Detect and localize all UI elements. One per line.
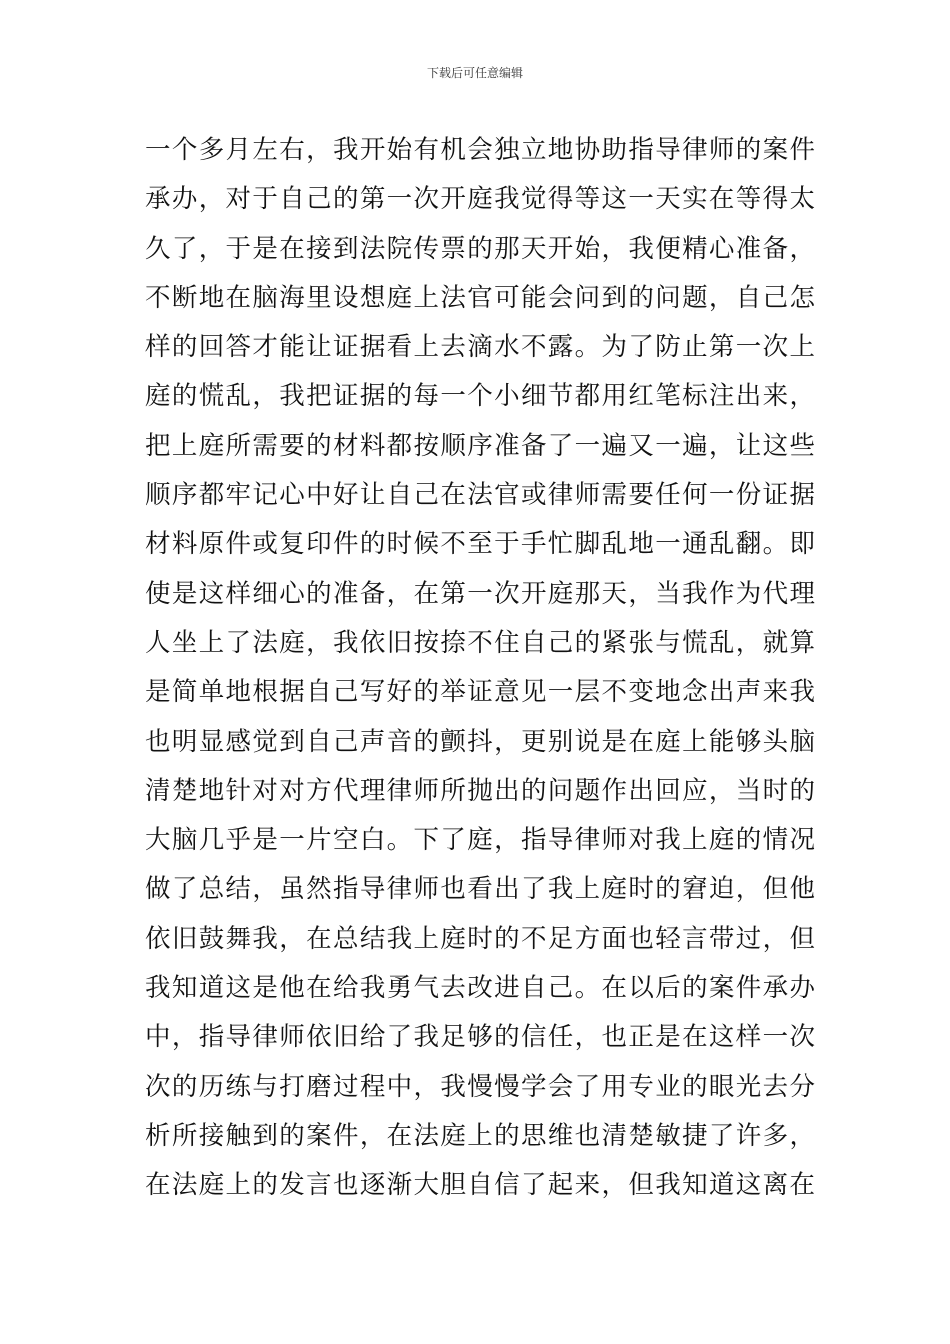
- body-line: 人坐上了法庭，我依旧按捺不住自己的紧张与慌乱，就算: [145, 627, 815, 658]
- body-line: 中，指导律师依旧给了我足够的信任，也正是在这样一次: [145, 1022, 815, 1053]
- body-line: 样的回答才能让证据看上去滴水不露。为了防止第一次上: [145, 332, 815, 363]
- body-line: 我知道这是他在给我勇气去改进自己。在以后的案件承办: [145, 973, 815, 1004]
- body-line: 是简单地根据自己写好的举证意见一层不变地念出声来我: [145, 677, 815, 708]
- body-line: 庭的慌乱，我把证据的每一个小细节都用红笔标注出来，: [145, 381, 815, 412]
- body-line: 一个多月左右，我开始有机会独立地协助指导律师的案件: [145, 135, 815, 165]
- body-line: 久了，于是在接到法院传票的那天开始，我便精心准备，: [145, 233, 815, 264]
- body-line: 清楚地针对对方代理律师所抛出的问题作出回应，当时的: [145, 775, 815, 806]
- body-line: 也明显感觉到自己声音的颤抖，更别说是在庭上能够头脑: [145, 726, 815, 757]
- body-line: 把上庭所需要的材料都按顺序准备了一遍又一遍，让这些: [145, 430, 815, 461]
- body-line: 承办，对于自己的第一次开庭我觉得等这一天实在等得太: [145, 184, 815, 215]
- body-line: 大脑几乎是一片空白。下了庭，指导律师对我上庭的情况: [145, 825, 815, 856]
- body-line: 做了总结，虽然指导律师也看出了我上庭时的窘迫，但他: [145, 874, 815, 905]
- body-line: 析所接触到的案件，在法庭上的思维也清楚敏捷了许多，: [145, 1120, 815, 1151]
- body-line: 使是这样细心的准备，在第一次开庭那天，当我作为代理: [145, 578, 815, 609]
- body-line: 不断地在脑海里设想庭上法官可能会问到的问题，自己怎: [145, 282, 815, 313]
- body-line: 顺序都牢记心中好让自己在法官或律师需要任何一份证据: [145, 480, 815, 511]
- body-line: 次的历练与打磨过程中，我慢慢学会了用专业的眼光去分: [145, 1071, 815, 1102]
- body-text: [145, 126, 815, 1211]
- page-header: 下载后可任意编辑: [426, 66, 523, 80]
- body-line: 在法庭上的发言也逐渐大胆自信了起来，但我知道这离在: [145, 1170, 815, 1201]
- body-line: 依旧鼓舞我，在总结我上庭时的不足方面也轻言带过，但: [145, 923, 815, 954]
- body-line: 材料原件或复印件的时候不至于手忙脚乱地一通乱翻。即: [145, 529, 815, 560]
